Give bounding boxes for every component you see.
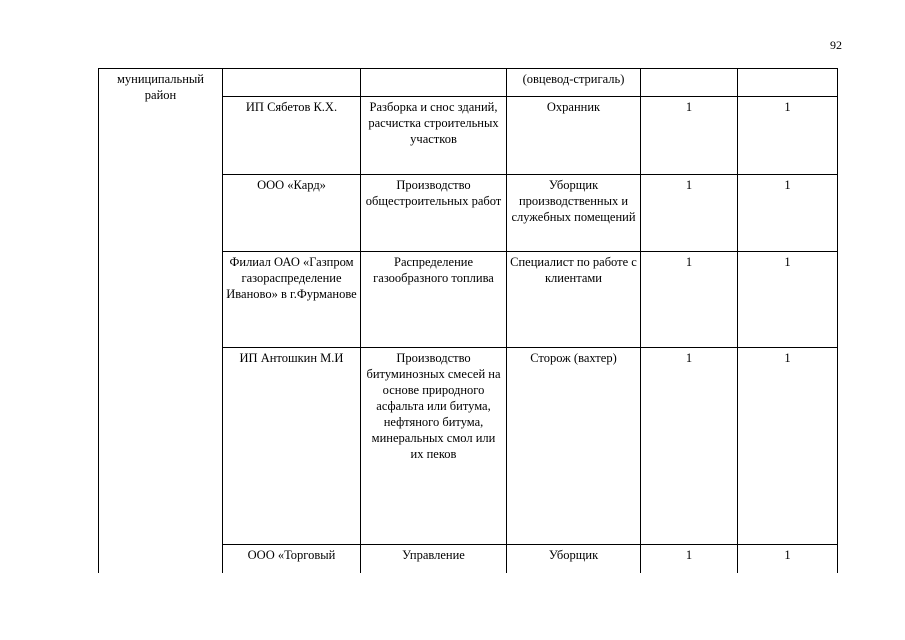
count-text: 1 [685,178,693,192]
region-label: муниципальный район [117,72,204,102]
count-cell [738,348,838,545]
count-cell [738,97,838,175]
count-cell [738,252,838,348]
table-row [99,69,838,97]
count-text: 1 [784,351,791,365]
profession-text: Сторож (вахтер) [530,351,617,365]
count-cell [738,175,838,252]
profession-text: Охранник [546,100,601,114]
org-text: Филиал ОАО «Газпром газораспределение Иваново» в г.Фурманове [226,255,357,301]
activity-cell [361,175,507,252]
org-cell [223,69,361,97]
activity-text: Распределение газообразного топлива [373,255,494,285]
org-cell [223,252,361,348]
region-cell [99,69,223,573]
profession-cell [507,252,641,348]
count-cell [738,545,838,573]
profession-cell [507,175,641,252]
profession-cell [507,69,641,97]
count-text: 1 [685,100,693,114]
count-text: 1 [784,178,791,192]
count-text: 1 [685,255,693,269]
org-cell [223,175,361,252]
activity-cell [361,252,507,348]
count-text: 1 [685,351,693,365]
org-cell [223,348,361,545]
activity-text: Производство битуминозных смесей на основе природного асфальта или битума, нефтяного битума, минеральных смол или их пеков [366,351,501,461]
count-cell [641,97,738,175]
org-text: ООО «Кард» [257,178,326,192]
count-cell [641,69,738,97]
activity-text: Разборка и снос зданий, расчистка строительных участков [368,100,499,146]
count-cell [641,545,738,573]
org-text: ИП Антошкин М.И [239,351,344,365]
count-cell [641,175,738,252]
profession-text: Уборщик производственных и служебных помещений [511,178,636,224]
count-cell [738,69,838,97]
vacancy-table [98,68,838,573]
profession-text: Уборщик [548,548,599,562]
count-cell [641,252,738,348]
org-text: ИП Сябетов К.Х. [245,100,338,114]
count-text: 1 [784,100,791,114]
activity-text: Управление [402,548,465,562]
count-text: 1 [784,255,791,269]
activity-cell [361,69,507,97]
page-number: 92 [830,38,842,52]
profession-text: Специалист по работе с клиентами [510,255,637,285]
activity-text: Производство общестроительных работ [365,178,502,208]
count-cell [641,348,738,545]
org-cell [223,545,361,573]
count-text: 1 [685,548,693,562]
org-text: ООО «Торговый [247,548,336,562]
profession-cell [507,545,641,573]
count-text: 1 [784,548,791,562]
org-cell [223,97,361,175]
activity-cell [361,348,507,545]
profession-cell [507,348,641,545]
profession-cell [507,97,641,175]
profession-text: (овцевод-стригаль) [522,72,625,86]
activity-cell [361,545,507,573]
activity-cell [361,97,507,175]
